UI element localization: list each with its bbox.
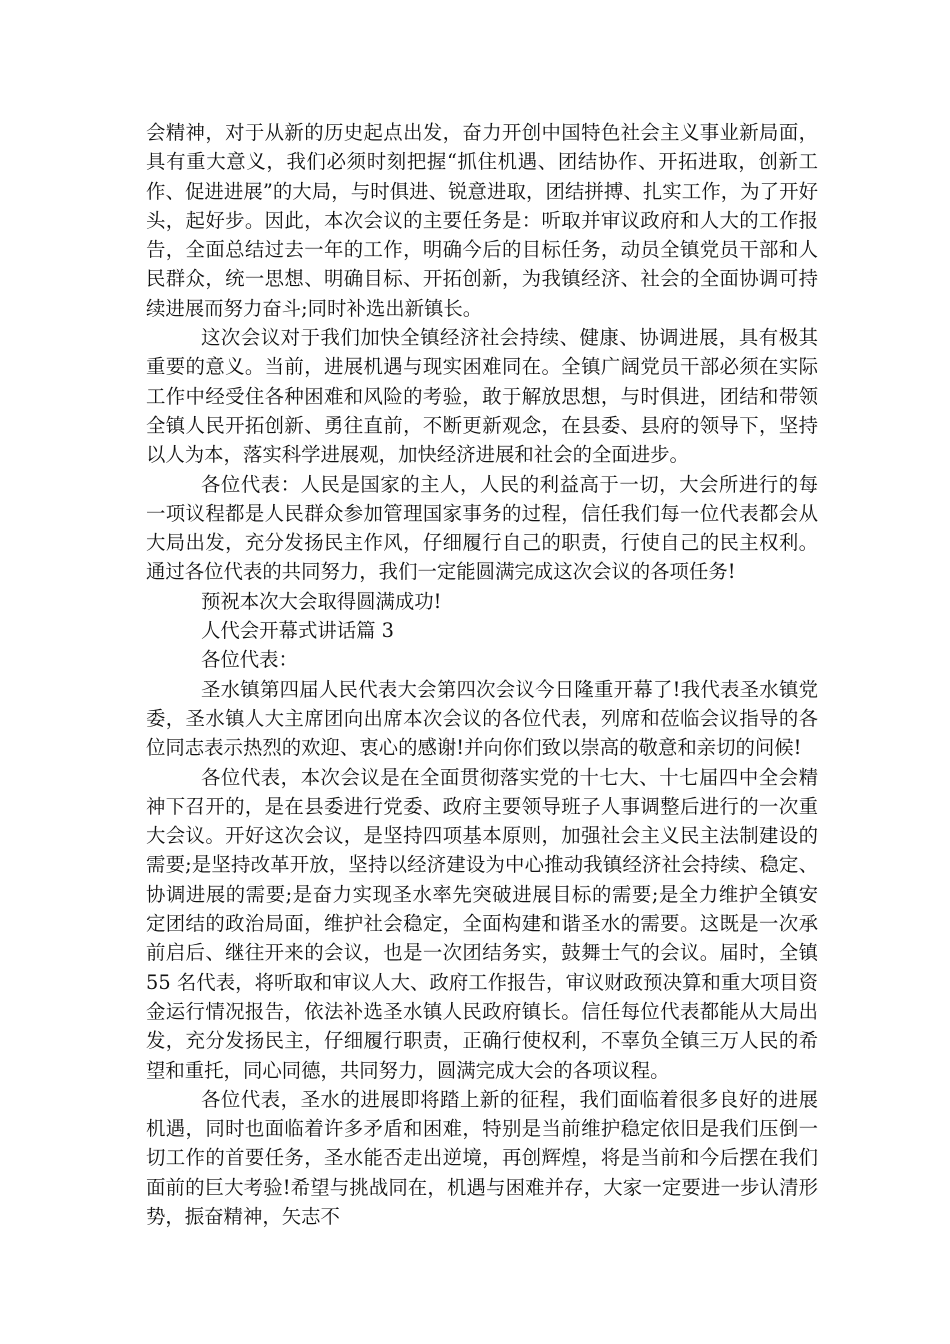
paragraph-2: 这次会议对于我们加快全镇经济社会持续、健康、协调进展，具有极其重要的意义。当前，进展机遇与现实困难同在。全镇广阔党员干部必须在实际工作中经受住各种困难和风险的考验，敢于解放思想，与时俱进，团结和带领全镇人民开拓创新、勇往直前，不断更新观念，在县委、县府的领导下，坚持以人为本，落实科学进展观，加快经济进展和社会的全面进步。 [146,326,818,467]
paragraph-8: 各位代表，本次会议是在全面贯彻落实党的十七大、十七届四中全会精神下召开的，是在县委进行党委、政府主要领导班子人事调整后进行的一次重大会议。开好这次会议，是坚持四项基本原则，加强社会主义民主法制建设的需要;是坚持改革开放，坚持以经济建设为中心推动我镇经济社会持续、稳定、协调进展的需要;是奋力实现圣水率先突破进展目标的需要;是全力维护全镇安定团结的政治局面，维护社会稳定，全面构建和谐圣水的需要。这既是一次承前启后、继往开来的会议，也是一次团结务实，鼓舞士气的会议。届时，全镇 55 名代表，将听取和审议人大、政府工作报告，审议财政预决算和重大项目资金运行情况报告，依法补选圣水镇人民政府镇长。信任每位代表都能从大局出发，充分发扬民主，仔细履行职责，正确行使权利，不辜负全镇三万人民的希望和重托，同心同德，共同努力，圆满完成大会的各项议程。 [146,765,818,1082]
paragraph-9: 各位代表，圣水的进展即将踏上新的征程，我们面临着很多良好的进展机遇，同时也面临着许多矛盾和困难，特别是当前维护稳定依旧是我们压倒一切工作的首要任务，圣水能否走出逆境，再创辉煌，将是当前和今后摆在我们面前的巨大考验!希望与挑战同在，机遇与困难并存，大家一定要进一步认清形势，振奋精神，矢志不 [146,1087,818,1228]
document-body [146,118,818,1231]
salutation: 各位代表： [201,648,298,672]
paragraph-3: 各位代表：人民是国家的主人，人民的利益高于一切，大会所进行的每一项议程都是人民群众参加管理国家事务的过程，信任我们每一位代表都会从大局出发，充分发扬民主作风，仔细履行自己的职责，行使自己的民主权利。通过各位代表的共同努力，我们一定能圆满完成这次会议的各项任务! [146,472,818,584]
paragraph-7: 圣水镇第四届人民代表大会第四次会议今日隆重开幕了!我代表圣水镇党委，圣水镇人大主席团向出席本次会议的各位代表，列席和莅临会议指导的各位同志表示热烈的欢迎、衷心的感谢!并向你们致以崇高的敬意和亲切的问候! [146,677,818,760]
paragraph-1: 会精神，对于从新的历史起点出发，奋力开创中国特色社会主义事业新局面，具有重大意义，我们必须时刻把握“抓住机遇、团结协作、开拓进取，创新工作、促进进展”的大局，与时俱进、锐意进取，团结拼搏、扎实工作，为了开好头，起好步。因此，本次会议的主要任务是：听取并审议政府和人大的工作报告，全面总结过去一年的工作，明确今后的目标任务，动员全镇党员干部和人民群众，统一思想、明确目标、开拓创新，为我镇经济、社会的全面协调可持续进展而努力奋斗;同时补选出新镇长。 [146,121,818,320]
section-heading: 人代会开幕式讲话篇 3 [201,619,395,643]
paragraph-4: 预祝本次大会取得圆满成功! [201,589,442,613]
